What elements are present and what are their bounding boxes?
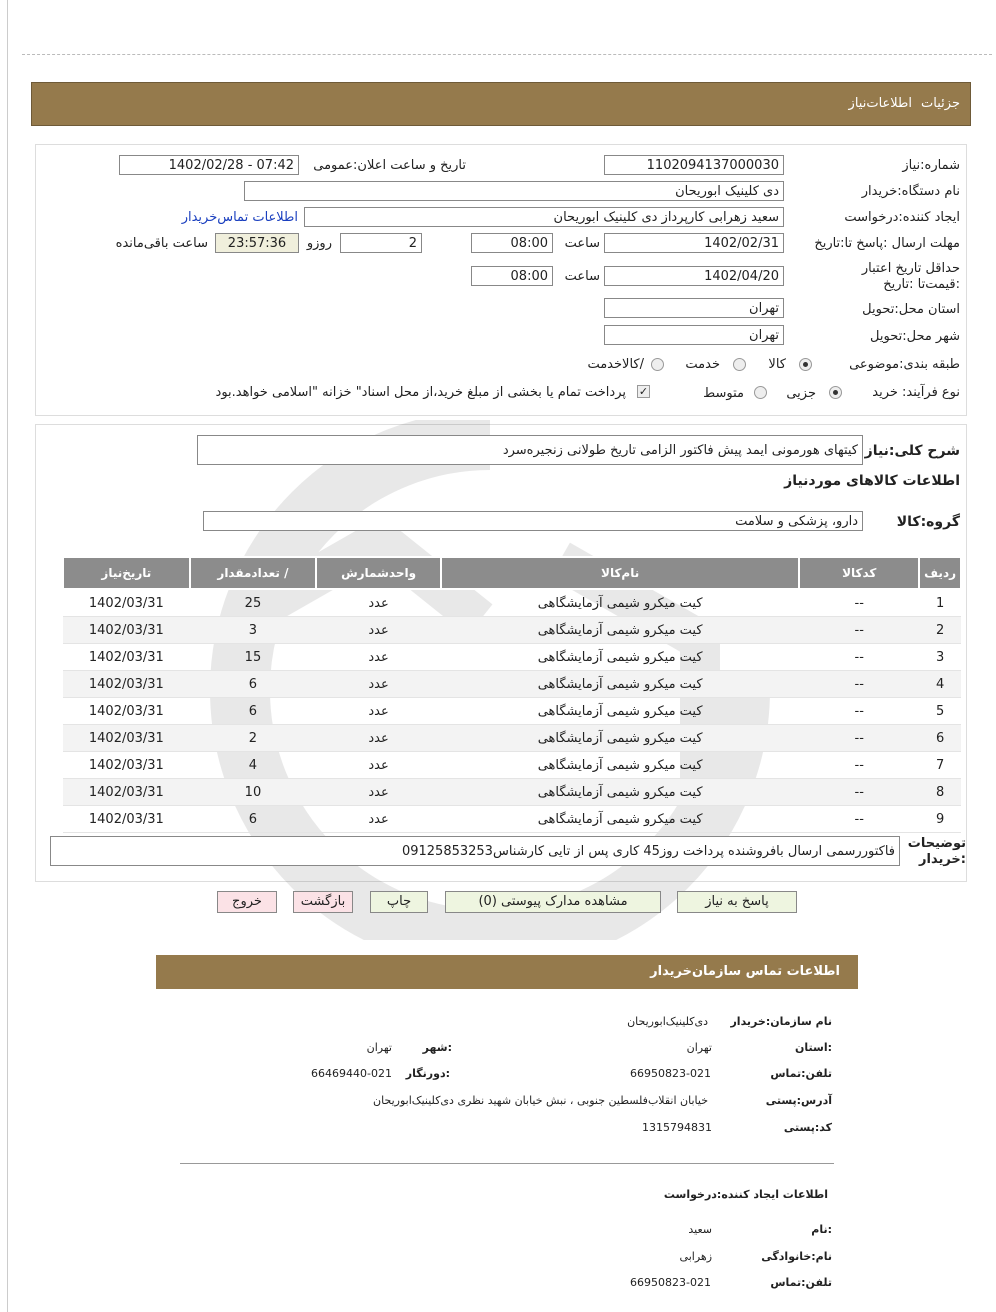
category-goods-service-label: /کالاخدمت	[587, 357, 644, 372]
cell-quantity: 6	[190, 671, 316, 698]
col-row: ردیف	[919, 557, 961, 589]
cell-date: 1402/03/31	[63, 589, 190, 617]
city-field: تهران	[604, 325, 784, 345]
creator-family-value: زهرابی	[679, 1250, 712, 1263]
cell-date: 1402/03/31	[63, 698, 190, 725]
cell-name: کیت میکرو شیمی آزمایشگاهی	[441, 617, 799, 644]
validity-time-label: ساعت	[564, 269, 600, 284]
table-row	[63, 806, 961, 833]
attachments-button[interactable]: مشاهده مدارک پیوستی (0)	[445, 891, 661, 913]
cell-unit: عدد	[316, 779, 441, 806]
cell-quantity: 6	[190, 806, 316, 833]
category-goods-label: کالا	[768, 357, 786, 372]
process-type-label: نوع فرآیند: خرید	[872, 385, 960, 400]
contact-postal-label: کد:پستی	[783, 1121, 832, 1134]
cell-unit: عدد	[316, 752, 441, 779]
category-goods-service-radio[interactable]	[651, 358, 664, 371]
cell-quantity: 2	[190, 725, 316, 752]
cell-date: 1402/03/31	[63, 671, 190, 698]
cell-row: 5	[919, 698, 961, 725]
tab-details[interactable]: جزئیات	[921, 96, 960, 111]
cell-row: 1	[919, 589, 961, 617]
table-row	[63, 644, 961, 671]
process-medium-label: متوسط	[703, 386, 744, 401]
buyer-notes-field: فاکتوررسمی ارسال بافروشنده پرداخت روز45 کاری پس از تایی کارشناس09125853253	[50, 836, 900, 866]
summary-field: کیتهای هورمونی ایمد پیش فاکتور الزامی تاریخ طولانی زنجیره‌سرد	[197, 435, 863, 465]
creator-info-title: اطلاعات ایجاد کننده:درخواست	[663, 1188, 828, 1201]
cell-code: --	[799, 644, 919, 671]
creator-phone-value: 66950823-021	[630, 1276, 711, 1289]
cell-row: 9	[919, 806, 961, 833]
cell-date: 1402/03/31	[63, 644, 190, 671]
deadline-time-field: 08:00	[471, 233, 553, 253]
contact-fax-value: 66469440-021	[311, 1067, 392, 1080]
need-number-label: شماره:نیاز	[902, 158, 960, 173]
category-goods-radio[interactable]	[799, 358, 812, 371]
cell-row: 7	[919, 752, 961, 779]
col-unit: واحدشمارش	[316, 557, 441, 589]
tab-need-info[interactable]: اطلاعات‌نیاز	[848, 96, 912, 111]
province-field: تهران	[604, 298, 784, 318]
cell-quantity: 25	[190, 589, 316, 617]
contact-address-value: خیابان انقلاب‌فلسطین جنوبی ، نبش خیابان شهید نظری دی‌کلینیک‌ابوریحان	[373, 1094, 708, 1107]
cell-date: 1402/03/31	[63, 752, 190, 779]
summary-label: شرح کلی:نیاز	[864, 443, 960, 459]
creator-phone-label: تلفن:تماس	[770, 1276, 832, 1289]
buyer-contact-link[interactable]: اطلاعات تماس‌خریدار	[181, 210, 298, 225]
validity-time-field: 08:00	[471, 266, 553, 286]
cell-quantity: 10	[190, 779, 316, 806]
table-row	[63, 725, 961, 752]
deadline-date-field: 1402/02/31	[604, 233, 784, 253]
deadline-label: مهلت ارسال :پاسخ تا:تاریخ	[814, 236, 960, 251]
remaining-label: ساعت باقی‌مانده	[115, 236, 208, 251]
cell-row: 8	[919, 779, 961, 806]
cell-unit: عدد	[316, 644, 441, 671]
creator-name-value: سعید	[688, 1223, 712, 1236]
goods-group-field: دارو، پزشکی و سلامت	[203, 511, 863, 531]
contact-fax-label: :دورنگار	[405, 1067, 450, 1080]
cell-quantity: 4	[190, 752, 316, 779]
contact-address-label: آدرس:پستی	[765, 1094, 832, 1107]
cell-unit: عدد	[316, 617, 441, 644]
cell-code: --	[799, 617, 919, 644]
creator-label: ایجاد کننده:درخواست	[844, 210, 960, 225]
process-partial-label: جزیی	[786, 386, 816, 401]
announce-field: 1402/02/28 - 07:42	[119, 155, 299, 175]
validity-date-field: 1402/04/20	[604, 266, 784, 286]
cell-name: کیت میکرو شیمی آزمایشگاهی	[441, 644, 799, 671]
goods-table	[62, 556, 962, 833]
days-label: روزو	[306, 236, 332, 251]
table-row	[63, 752, 961, 779]
buyer-org-field: دی کلینیک ابوریحان	[244, 181, 784, 201]
contact-province-value: تهران	[686, 1041, 712, 1054]
contact-province-label: :استان	[795, 1041, 832, 1054]
cell-quantity: 3	[190, 617, 316, 644]
buyer-org-label: نام دستگاه:خریدار	[861, 184, 960, 199]
contact-org-label: نام سازمان:خریدار	[730, 1015, 832, 1028]
cell-unit: عدد	[316, 806, 441, 833]
cell-code: --	[799, 698, 919, 725]
section-divider	[180, 1163, 834, 1164]
creator-field: سعید زهرابی کارپرداز دی کلینیک ابوریحان	[304, 207, 784, 227]
cell-code: --	[799, 806, 919, 833]
creator-name-label: :نام	[811, 1223, 832, 1236]
process-partial-radio[interactable]	[829, 386, 842, 399]
announce-label: تاریخ و ساعت اعلان:عمومی	[313, 158, 466, 173]
page-header	[31, 82, 971, 126]
validity-label: حداقل تاریخ اعتبار :قیمت‌تا :تاریخ	[861, 261, 960, 292]
goods-group-label: گروه:کالا	[896, 514, 960, 530]
cell-quantity: 15	[190, 644, 316, 671]
cell-row: 3	[919, 644, 961, 671]
cell-quantity: 6	[190, 698, 316, 725]
cell-row: 6	[919, 725, 961, 752]
cell-code: --	[799, 779, 919, 806]
cell-unit: عدد	[316, 589, 441, 617]
cell-date: 1402/03/31	[63, 806, 190, 833]
back-button[interactable]: بازگشت	[293, 891, 353, 913]
cell-date: 1402/03/31	[63, 779, 190, 806]
treasury-payment-checkbox[interactable]: ✓	[638, 385, 649, 398]
col-code: کدکالا	[799, 557, 919, 589]
remaining-time-field: 23:57:36	[215, 233, 299, 253]
province-label: استان محل:تحویل	[862, 302, 960, 317]
days-field: 2	[340, 233, 422, 253]
table-row	[63, 779, 961, 806]
category-service-radio[interactable]	[733, 358, 746, 371]
process-medium-radio[interactable]	[754, 386, 767, 399]
table-row	[63, 617, 961, 644]
buyer-contact-header	[156, 955, 858, 989]
cell-unit: عدد	[316, 725, 441, 752]
col-quantity: / تعدادمقدار	[190, 557, 316, 589]
category-service-label: خدمت	[685, 357, 720, 372]
table-row	[63, 589, 961, 617]
goods-table-header	[63, 557, 961, 589]
left-border	[7, 0, 8, 1312]
cell-code: --	[799, 589, 919, 617]
contact-postal-value: 1315794831	[642, 1121, 712, 1134]
cell-code: --	[799, 752, 919, 779]
cell-name: کیت میکرو شیمی آزمایشگاهی	[441, 752, 799, 779]
deadline-time-label: ساعت	[564, 236, 600, 251]
cell-code: --	[799, 671, 919, 698]
contact-phone-label: تلفن:تماس	[770, 1067, 832, 1080]
contact-city-value: تهران	[366, 1041, 392, 1054]
table-row	[63, 671, 961, 698]
city-label: شهر محل:تحویل	[870, 329, 960, 344]
cell-unit: عدد	[316, 671, 441, 698]
col-name: نام‌کالا	[441, 557, 799, 589]
cell-name: کیت میکرو شیمی آزمایشگاهی	[441, 589, 799, 617]
cell-row: 2	[919, 617, 961, 644]
category-label: طبقه بندی:موضوعی	[849, 357, 960, 372]
cell-date: 1402/03/31	[63, 725, 190, 752]
cell-row: 4	[919, 671, 961, 698]
table-row	[63, 698, 961, 725]
contact-city-label: :شهر	[422, 1041, 452, 1054]
buyer-contact-title: اطلاعات تماس سازمان‌خریدار	[650, 964, 840, 979]
print-button[interactable]: چاپ	[370, 891, 428, 913]
contact-org-value: دی‌کلینیک‌ابوریحان	[627, 1015, 708, 1028]
treasury-payment-note: پرداخت تمام یا بخشی از مبلغ خرید،از محل اسناد" خزانه "اسلامی خواهد.بود	[215, 385, 626, 400]
cell-name: کیت میکرو شیمی آزمایشگاهی	[441, 671, 799, 698]
contact-phone-value: 66950823-021	[630, 1067, 711, 1080]
cell-name: کیت میکرو شیمی آزمایشگاهی	[441, 806, 799, 833]
goods-info-title: اطلاعات کالاهای موردنیاز	[784, 473, 960, 489]
cell-code: --	[799, 725, 919, 752]
buyer-notes-label: توضیحات :خریدار	[907, 836, 966, 867]
exit-button[interactable]: خروج	[217, 891, 277, 913]
top-divider	[22, 54, 992, 55]
cell-unit: عدد	[316, 698, 441, 725]
cell-name: کیت میکرو شیمی آزمایشگاهی	[441, 698, 799, 725]
cell-name: کیت میکرو شیمی آزمایشگاهی	[441, 725, 799, 752]
col-date: تاریخ‌نیاز	[63, 557, 190, 589]
cell-name: کیت میکرو شیمی آزمایشگاهی	[441, 779, 799, 806]
cell-date: 1402/03/31	[63, 617, 190, 644]
reply-button[interactable]: پاسخ به نیاز	[677, 891, 797, 913]
need-number-field: 1102094137000030	[604, 155, 784, 175]
creator-family-label: نام:خانوادگی	[761, 1250, 832, 1263]
